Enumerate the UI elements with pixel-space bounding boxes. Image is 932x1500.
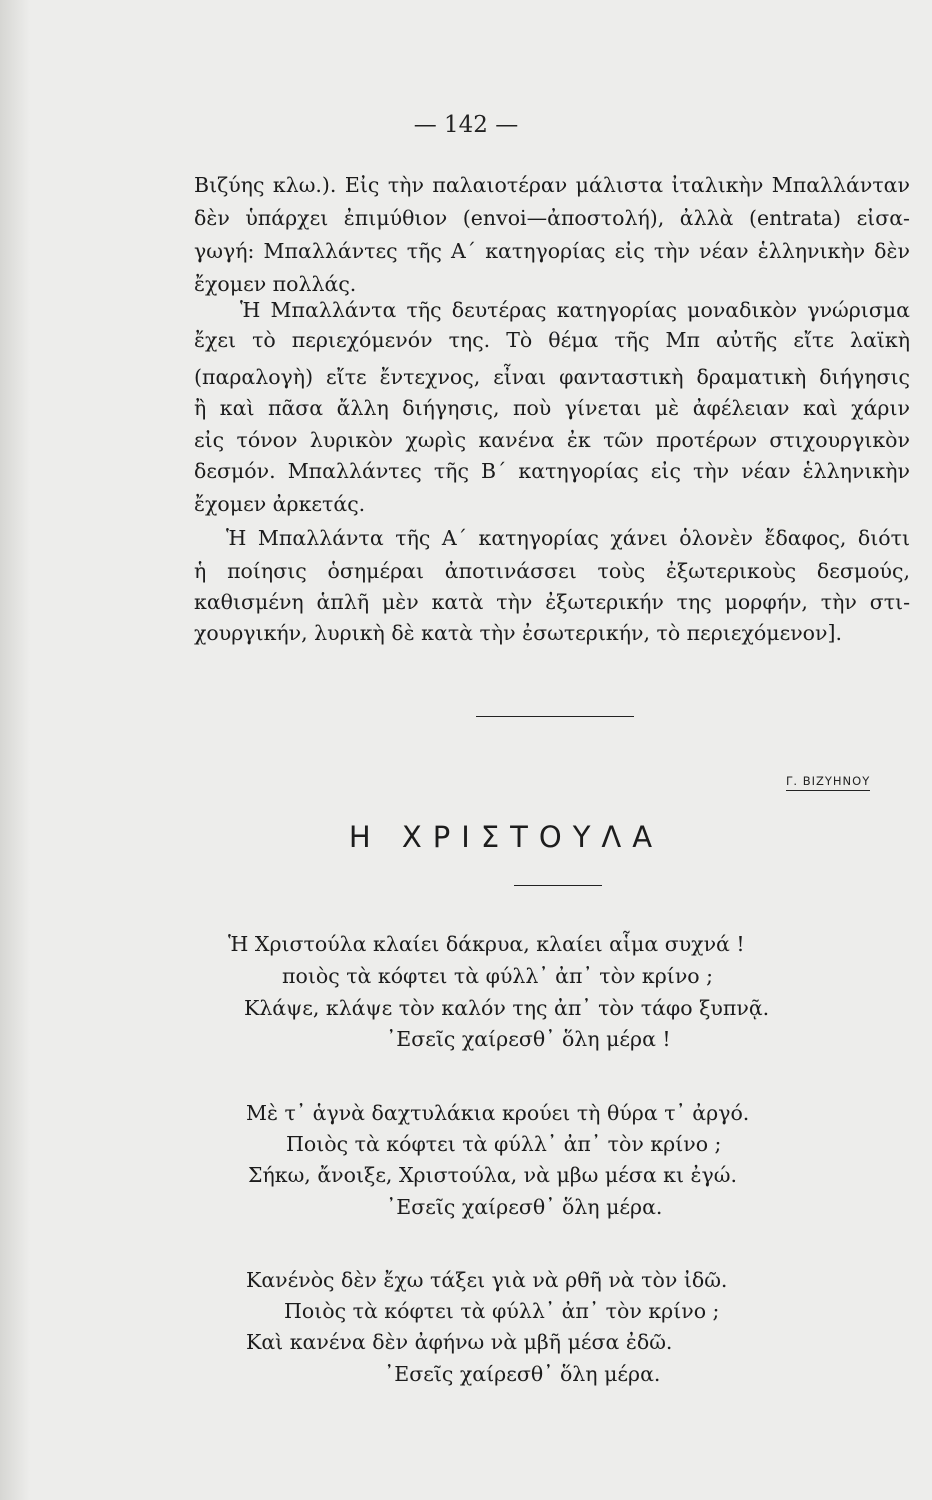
prose-line: Βιζύης κλω.). Εἰς τὴν παλαιοτέραν μάλιστα ἰταλικὴν Μπαλλάνταν — [194, 173, 910, 197]
prose-line: εἰς τόνον λυρικὸν χωρὶς κανένα ἐκ τῶν προτέρων στιχουργικὸν — [194, 428, 910, 452]
prose-line: (παραλογὴ) εἴτε ἔντεχνος, εἶναι φανταστικὴ δραματικὴ διήγησις — [194, 365, 910, 389]
verse-line: Κανένὸς δὲν ἔχω τάξει γιὰ νὰ ρθῆ νὰ τὸν ἰδῶ. — [246, 1268, 728, 1292]
section-divider — [476, 716, 634, 717]
verse-line: Μὲ τ᾽ ἁγνὰ δαχτυλάκια κρούει τὴ θύρα τ᾽ ἀργό. — [246, 1101, 750, 1125]
prose-line: ἔχομεν ἀρκετάς. — [194, 492, 366, 516]
title-underline — [514, 885, 602, 886]
verse-line: ποιὸς τὰ κόφτει τὰ φύλλ᾽ ἀπ᾽ τὸν κρίνο ; — [282, 964, 714, 988]
prose-line: καθισμένη ἁπλῆ μὲν κατὰ τὴν ἐξωτερικήν της μορφήν, τὴν στι- — [194, 590, 910, 614]
verse-line: Σήκω, ἄνοιξε, Χριστούλα, νὰ μβω μέσα κι ἐγώ. — [248, 1163, 738, 1187]
prose-line: ἢ καὶ πᾶσα ἄλλη διήγησις, ποὺ γίνεται μὲ ἀφέλειαν καὶ χάριν — [194, 396, 910, 420]
prose-line: ἡ ποίησις ὁσημέραι ἀποτινάσσει τοὺς ἐξωτερικοὺς δεσμούς, — [194, 559, 910, 583]
prose-line: δὲν ὑπάρχει ἐπιμύθιον (envoi—ἀποστολή), ἀλλὰ (entrata) εἰσα- — [194, 206, 910, 230]
verse-line: ᾽Εσεῖς χαίρεσθ᾽ ὅλη μέρα. — [384, 1362, 661, 1386]
prose-line: ἔχομεν πολλάς. — [194, 272, 357, 296]
prose-line: Ἡ Μπαλλάντα τῆς Α´ κατηγορίας χάνει ὁλονὲν ἔδαφος, διότι — [226, 526, 910, 550]
poem-title: Η ΧΡΙΣΤΟΥΛΑ — [348, 820, 664, 854]
prose-line: γωγή: Μπαλλάντες τῆς Α´ κατηγορίας εἰς τὴν νέαν ἑλληνικὴν δὲν — [194, 239, 910, 263]
verse-line: ᾽Εσεῖς χαίρεσθ᾽ ὅλη μέρα. — [386, 1195, 663, 1219]
prose-line: ἔχει τὸ περιεχόμενόν της. Τὸ θέμα τῆς Μπ αὐτῆς εἴτε λαϊκὴ — [194, 328, 910, 352]
prose-line: χουργικήν, λυρικὴ δὲ κατὰ τὴν ἐσωτερικήν, τὸ περιεχόμενον]. — [194, 621, 842, 645]
verse-line: Ποιὸς τὰ κόφτει τὰ φύλλ᾽ ἀπ᾽ τὸν κρίνο ; — [286, 1132, 722, 1156]
page-number: — 142 — — [413, 112, 519, 138]
verse-line: Ποιὸς τὰ κόφτει τὰ φύλλ᾽ ἀπ᾽ τὸν κρίνο ; — [284, 1299, 720, 1323]
verse-line: ᾽Εσεῖς χαίρεσθ᾽ ὅλη μέρα ! — [386, 1027, 671, 1051]
verse-line: Κλάψε, κλάψε τὸν καλόν της ἀπ᾽ τὸν τάφο ξυπνᾷ. — [244, 996, 770, 1020]
prose-line: δεσμόν. Μπαλλάντες τῆς Β´ κατηγορίας εἰς τὴν νέαν ἑλληνικὴν — [194, 459, 910, 483]
poem-author: Γ. ΒΙΖΥΗΝΟΥ — [786, 774, 870, 791]
prose-line: Ἡ Μπαλλάντα τῆς δευτέρας κατηγορίας μοναδικὸν γνώρισμα — [240, 298, 910, 322]
verse-line: Ἡ Χριστούλα κλαίει δάκρυα, κλαίει αἷμα συχνά ! — [228, 932, 745, 956]
verse-line: Καὶ κανένα δὲν ἀφήνω νὰ μβῆ μέσα ἐδῶ. — [246, 1330, 673, 1354]
page-gutter-shadow — [0, 0, 30, 1500]
